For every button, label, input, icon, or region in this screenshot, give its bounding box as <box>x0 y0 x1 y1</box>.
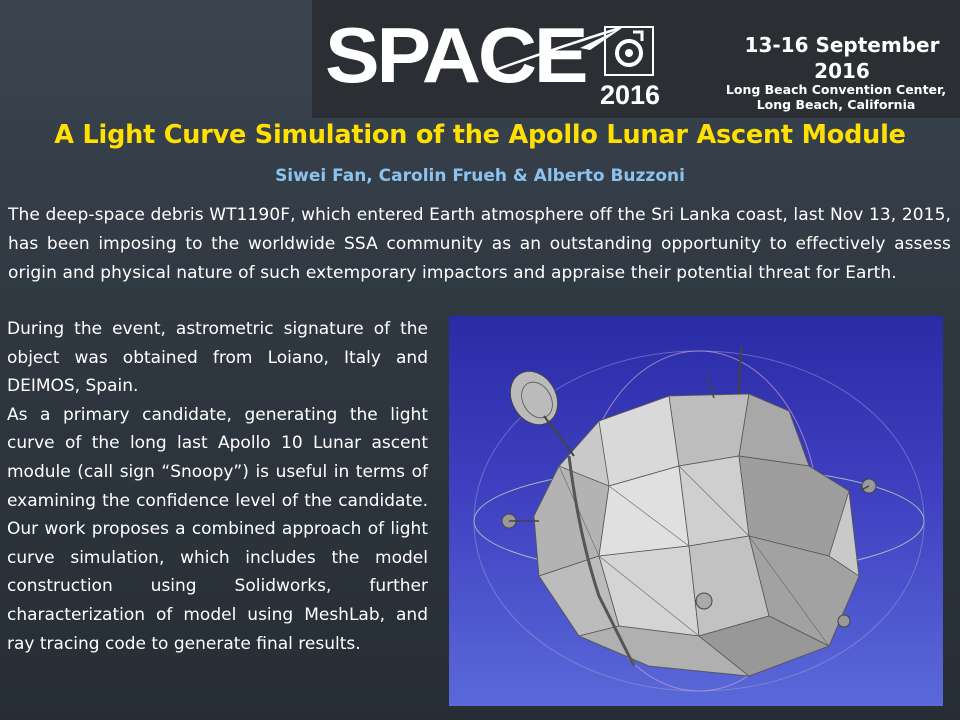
slide-title: A Light Curve Simulation of the Apollo Lunar Ascent Module <box>54 120 906 150</box>
body-paragraph-1: During the event, astrometric signature of the object was obtained from Loiano, Italy and DEIMOS, Spain. <box>7 319 428 397</box>
event-date <box>736 32 948 84</box>
lunar-module-mesh-figure <box>449 316 943 706</box>
logo-mark-icon <box>604 26 654 76</box>
body-column <box>7 315 428 658</box>
author-list: Siwei Fan, Carolin Frueh & Alberto Buzzoni <box>275 166 685 186</box>
event-date-line2: 2016 <box>814 59 870 83</box>
space-logo-year: 2016 <box>600 80 661 110</box>
space-logo-wordmark: SPACE <box>325 11 586 99</box>
intro-paragraph: The deep-space debris WT1190F, which entered Earth atmosphere off the Sri Lanka coast, last Nov 13, 2015, has been imposing to the worldwide SSA community as an outstanding opportunity to effectively assess origin and physical nature of such extemporary impactors and appraise their potential threat for Earth. <box>8 205 951 283</box>
event-venue-line1: Long Beach Convention Center, <box>725 82 947 97</box>
lunar-ascent-module-mesh-icon <box>449 316 943 706</box>
event-venue <box>716 82 956 112</box>
event-venue-line2: Long Beach, California <box>756 97 916 112</box>
event-date-line1: 13-16 September <box>744 33 940 57</box>
body-paragraph-2: As a primary candidate, generating the light curve of the long last Apollo 10 Lunar ascent module (call sign “Snoopy”) is useful in terms of examining the confidence level of the candidate. Our work proposes a combined approach of light curve simulation, which includes the model construction using Solidworks, further characterization of model using MeshLab, and ray tracing code to generate final results. <box>7 404 428 654</box>
